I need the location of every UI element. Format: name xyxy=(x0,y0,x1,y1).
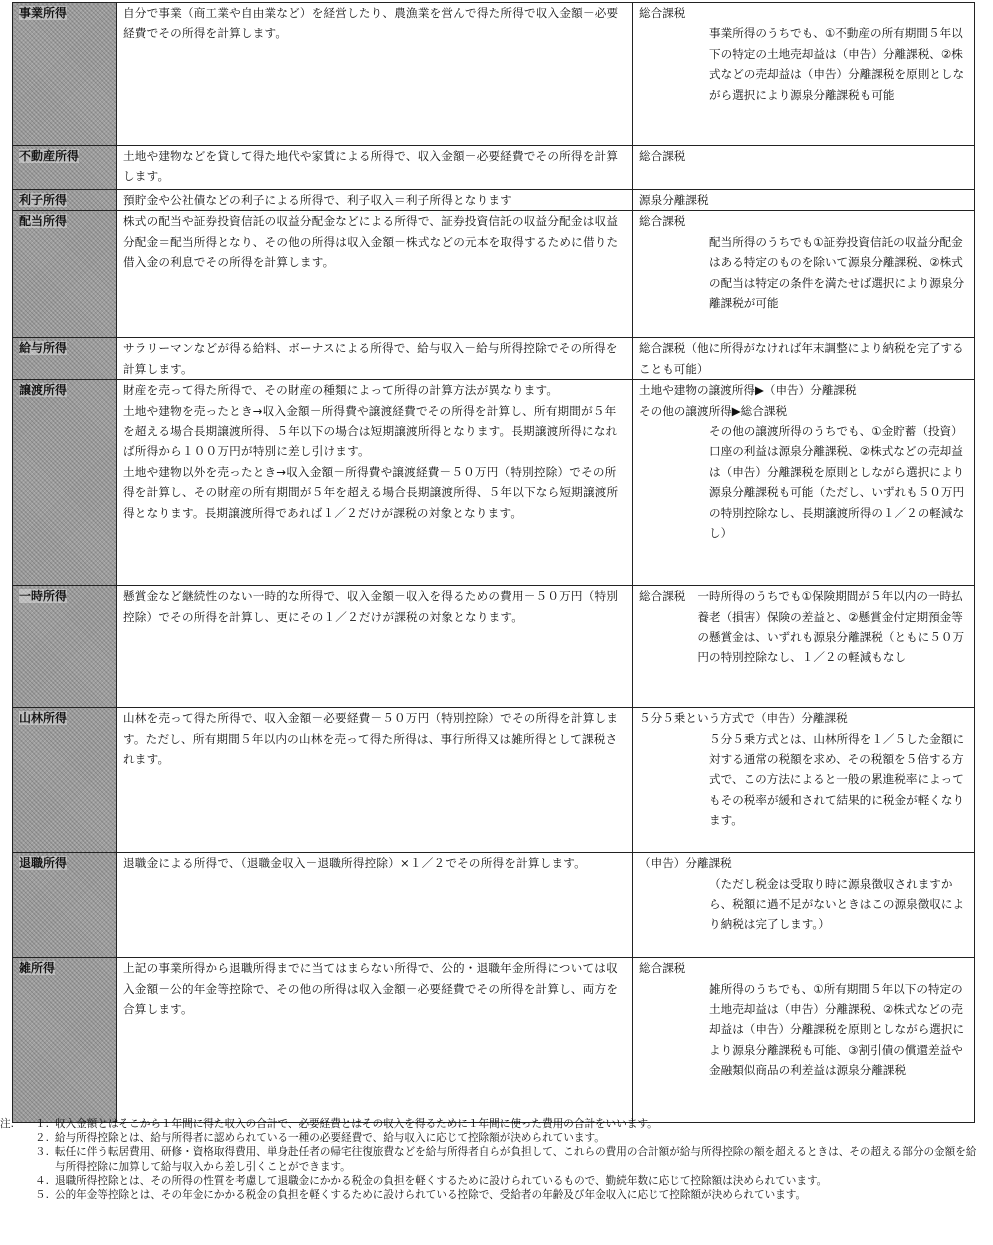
taxation-method: 土地や建物の譲渡所得▶（申告）分離課税 xyxy=(639,383,857,398)
taxation-method: 総合課税 xyxy=(639,589,686,604)
taxation-method: （申告）分離課税 xyxy=(639,856,732,871)
category-cell xyxy=(13,380,117,586)
category-label: 事業所得 xyxy=(19,6,68,20)
table-row xyxy=(13,3,975,146)
table-row xyxy=(13,338,975,380)
footnote-text: 収入金額とはそこから１年間に得た収入の合計で、必要経費とはその収入を得るために１年間に使った費用の合計をいいます。 xyxy=(55,1118,658,1130)
income-classification-table xyxy=(12,2,975,1123)
footnote-text: 転任に伴う転居費用、研修・資格取得費用、単身赴任者の帰宅往復旅費などを給与所得者自らが負担して、これらの費用の合計額が給与所得控除の額を超えるときは、その超える部分の金額を給与所得控除に加算して給与収入から差し引くことができます。 xyxy=(55,1146,977,1173)
description-cell xyxy=(117,586,633,708)
description-text: 土地や建物などを貸して得た地代や家賃による所得で、収入金額－必要経費でその所得を計算します。 xyxy=(123,149,619,184)
description-text: 懸賞金など継続性のない一時的な所得で、収入金額－収入を得るための費用－５０万円（特別控除）でその所得を計算し、更にその１／２だけが課税の対象となります。 xyxy=(123,589,619,624)
footnote-number: ４. xyxy=(35,1174,49,1187)
taxation-detail: 一時所得のうちでも①保険期間が５年以内の一時払養老（損害）保険の差益と、②懸賞金付定期預金等の懸賞金は、いずれも源泉分離課税（ともに５０万円の特別控除なし、１／２の軽減もなし xyxy=(697,589,965,665)
table-row xyxy=(13,380,975,586)
footnote xyxy=(0,1117,985,1131)
description-text: 自分で事業（商工業や自由業など）を経営したり、農漁業を営んで得た所得で収入金額－必要経費でその所得を計算します。 xyxy=(123,6,619,41)
table-row xyxy=(13,211,975,338)
footnote-number: １. xyxy=(35,1118,49,1130)
description-cell xyxy=(117,3,633,146)
description-text: サラリーマンなどが得る給料、ボーナスによる所得で、給与収入－給与所得控除でその所得を計算します。 xyxy=(123,341,618,376)
taxation-cell xyxy=(633,338,975,380)
taxation-detail: （ただし税金は受取り時に源泉徴収されますから、税額に過不足がないときはこの源泉徴収により納税は完了します。） xyxy=(709,876,965,932)
table-row xyxy=(13,586,975,708)
category-label: 給与所得 xyxy=(19,341,68,356)
table-row xyxy=(13,853,975,958)
category-label: 雑所得 xyxy=(19,961,56,976)
taxation-method-secondary: その他の譲渡所得▶総合課税 xyxy=(639,403,788,418)
footnotes-label: 注. xyxy=(0,1118,14,1130)
footnote-number: ３. xyxy=(35,1146,49,1159)
footnote xyxy=(0,1131,985,1145)
taxation-method: ５分５乗という方式で（申告）分離課税 xyxy=(639,711,848,726)
description-text: 上記の事業所得から退職所得までに当てはまらない所得で、公的・退職年金所得については収入金額－公的年金等控除で、その他の所得は収入金額－必要経費でその所得を計算し、両方を合算します。 xyxy=(123,961,619,1017)
category-label: 退職所得 xyxy=(19,856,68,871)
taxation-cell xyxy=(633,190,975,211)
table-row xyxy=(13,190,975,211)
taxation-cell xyxy=(633,586,975,708)
description-text: 山林を売って得た所得で、収入金額－必要経費－５０万円（特別控除）でその所得を計算します。ただし、所有期間５年以内の山林を売って得た所得は、事行所得又は雑所得として課税されます。 xyxy=(123,711,619,767)
description-cell xyxy=(117,211,633,338)
description-cell xyxy=(117,338,633,380)
taxation-method: 総合課税 xyxy=(639,6,686,20)
description-cell xyxy=(117,146,633,190)
footnote-number: ２. xyxy=(35,1132,49,1145)
taxation-detail: 事業所得のうちでも、①不動産の所有期間５年以下の特定の土地売却益は（申告）分離課税、②株式などの売却益は（申告）分離課税を原則としながら選択により源泉分離課税も可能 xyxy=(709,26,965,102)
description-cell xyxy=(117,380,633,586)
table-row xyxy=(13,958,975,1123)
footnote xyxy=(0,1145,985,1173)
category-label: 一時所得 xyxy=(19,589,68,604)
taxation-cell xyxy=(633,853,975,958)
footnote-text: 退職所得控除とは、その所得の性質を考慮して退職金にかかる税金の負担を軽くするために設けられているもので、勤続年数に応じて控除額は決められています。 xyxy=(55,1174,828,1187)
taxation-cell xyxy=(633,380,975,586)
taxation-method: 総合課税（他に所得がなければ年末調整により納税を完了することも可能） xyxy=(639,341,964,376)
footnote-text: 公的年金等控除とは、その年金にかかる税金の負担を軽くするために設けられている控除で、受給者の年齢及び年金収入に応じて控除額が決められています。 xyxy=(55,1189,807,1202)
description-cell xyxy=(117,708,633,853)
category-cell xyxy=(13,3,117,146)
category-cell xyxy=(13,211,117,338)
taxation-detail: その他の譲渡所得のうちでも、①金貯蓄（投資）口座の利益は源泉分離課税、②株式などの売却益は（申告）分離課税を原則としながら選択により源泉分離課税も可能（ただし、いずれも５０万円の特別控除なし、長期譲渡所得の１／２の軽減なし） xyxy=(709,424,965,541)
category-cell xyxy=(13,958,117,1123)
category-cell xyxy=(13,338,117,380)
taxation-method: 総合課税 xyxy=(639,961,686,976)
description-text: 預貯金や公社債などの利子による所得で、利子収入＝利子所得となります xyxy=(123,193,512,207)
table-row xyxy=(13,146,975,190)
footnote-number: ５. xyxy=(35,1189,49,1202)
description-text: 株式の配当や証券投資信託の収益分配金などによる所得で、証券投資信託の収益分配金は収益分配金＝配当所得となり、その他の所得は収入金額－株式などの元本を取得するために借りた借入金の利息でその所得を計算します。 xyxy=(123,214,619,270)
taxation-cell xyxy=(633,3,975,146)
taxation-cell xyxy=(633,958,975,1123)
taxation-cell xyxy=(633,708,975,853)
taxation-cell xyxy=(633,146,975,190)
footnote xyxy=(0,1188,985,1202)
taxation-method: 源泉分離課税 xyxy=(639,193,709,207)
category-label: 配当所得 xyxy=(19,214,68,229)
description-cell xyxy=(117,190,633,211)
category-cell xyxy=(13,708,117,853)
footnotes xyxy=(0,1117,985,1202)
footnote xyxy=(0,1174,985,1188)
description-text: 財産を売って得た所得で、その財産の種類によって所得の計算方法が異なります。 xyxy=(123,383,559,398)
description-text: 退職金による所得で、（退職金収入－退職所得控除）×１／２でその所得を計算します。 xyxy=(123,856,586,871)
category-cell xyxy=(13,190,117,211)
taxation-detail: 雑所得のうちでも、①所有期間５年以下の特定の土地売却益は（申告）分離課税、②株式などの売却益は（申告）分離課税を原則としながら選択により源泉分離課税も可能、③割引債の償還差益や金融類似商品の利差益は源泉分離課税 xyxy=(709,981,965,1078)
taxation-method: 総合課税 xyxy=(639,149,686,163)
category-cell xyxy=(13,853,117,958)
taxation-detail: 配当所得のうちでも①証券投資信託の収益分配金はある特定のものを除いて源泉分離課税、②株式の配当は特定の条件を満たせば選択により源泉分離課税が可能 xyxy=(709,234,965,311)
taxation-cell xyxy=(633,211,975,338)
description-text: 土地や建物を売ったとき→収入金額－所得費や譲渡経費でその所得を計算し、所有期間が５年を超える場合長期譲渡所得、５年以下の場合は短期譲渡所得となります。長期譲渡所得になれば所得から１００万円が特別に差し引けます。 xyxy=(123,403,618,459)
taxation-detail: ５分５乗方式とは、山林所得を１／５した金額に対する通常の税額を求め、その税額を５倍する方式で、この方法によると一般の累進税率によってもその税率が緩和されて結果的に税金が軽くなります。 xyxy=(709,731,965,828)
category-label: 不動産所得 xyxy=(19,149,80,163)
table-row xyxy=(13,708,975,853)
category-label: 山林所得 xyxy=(19,711,68,726)
footnote-text: 給与所得控除とは、給与所得者に認められている一種の必要経費で、給与収入に応じて控除額が決められています。 xyxy=(55,1132,605,1145)
taxation-method: 総合課税 xyxy=(639,214,686,229)
description-cell xyxy=(117,853,633,958)
category-cell xyxy=(13,146,117,190)
description-text: 土地や建物以外を売ったとき→収入金額－所得費や譲渡経費－５０万円（特別控除）でその所得を計算し、その財産の所有期間が５年を超える場合長期譲渡所得、５年以下なら短期譲渡所得となります。長期譲渡所得であれば１／２だけが課税の対象となります。 xyxy=(123,464,619,520)
category-label: 譲渡所得 xyxy=(19,383,68,398)
category-label: 利子所得 xyxy=(19,193,68,207)
description-cell xyxy=(117,958,633,1123)
category-cell xyxy=(13,586,117,708)
